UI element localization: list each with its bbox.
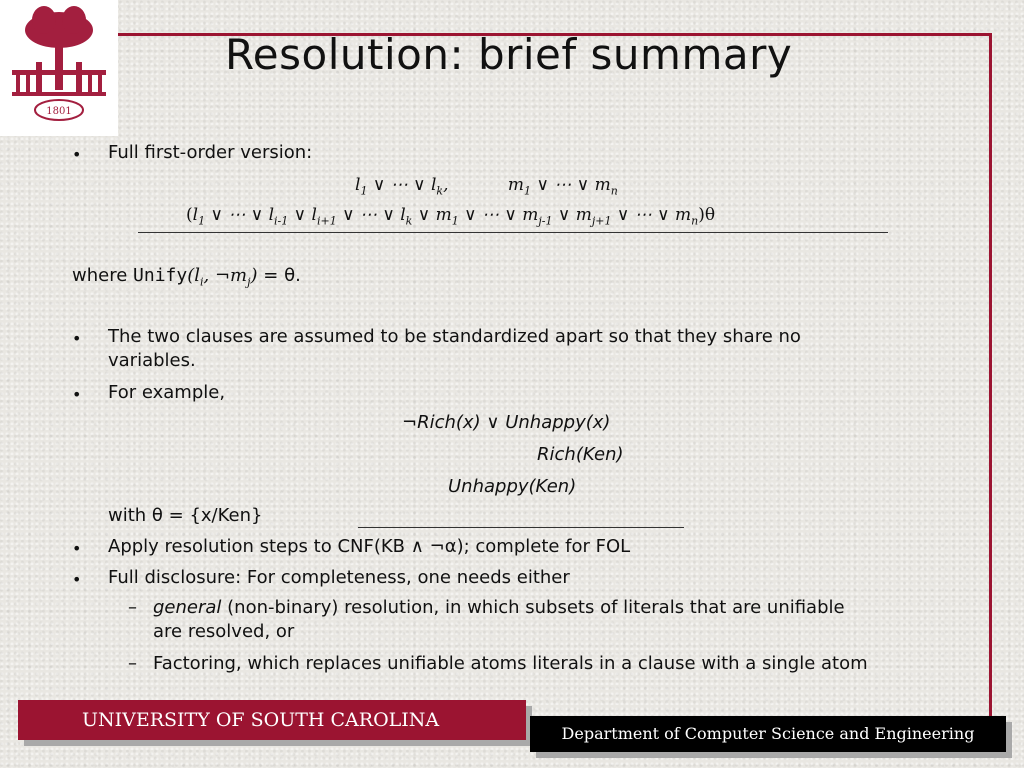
- footer-university: UNIVERSITY OF SOUTH CAROLINA: [18, 700, 526, 740]
- bullet-full-disclosure: Full disclosure: For completeness, one needs either: [108, 567, 570, 588]
- bullet-full-first-order: Full first-order version:: [108, 142, 313, 163]
- example-substitution: with θ = {x/Ken}: [108, 505, 263, 526]
- svg-text:1801: 1801: [46, 106, 72, 117]
- where-unify: where $Unify(l_i$, $\neg m_j) = \theta$.: [72, 265, 301, 289]
- bullet-standardized-apart-cont: variables.: [108, 350, 196, 371]
- bullet-dot: •: [72, 385, 82, 404]
- sub-bullet-general-resolution: general (non-binary) resolution, in which subsets of literals that are unifiable: [153, 597, 845, 618]
- formula-rule: [138, 232, 888, 233]
- bullet-dot: •: [72, 145, 82, 164]
- bullet-dot: •: [72, 570, 82, 589]
- formula-premises: $l_1$ ∨ ⋯ ∨ $l_k$, $m_1$ ∨ ⋯ ∨ $m_n$: [355, 175, 618, 198]
- logo: [0, 0, 118, 136]
- example-resolvent: Unhappy(Ken): [448, 476, 577, 497]
- bullet-dot: •: [72, 539, 82, 558]
- page-title: Resolution: brief summary: [225, 30, 793, 79]
- bullet-dot: •: [72, 329, 82, 348]
- example-rule: [358, 527, 684, 528]
- bullet-standardized-apart: The two clauses are assumed to be standardized apart so that they share no: [108, 326, 801, 347]
- bullet-apply-resolution: Apply resolution steps to CNF(KB ∧ ¬α); complete for FOL: [108, 536, 631, 557]
- footer-department: Department of Computer Science and Engineering: [530, 716, 1006, 752]
- sub-bullet-dash: –: [128, 653, 137, 674]
- sub-bullet-general-resolution-cont: are resolved, or: [153, 621, 295, 642]
- frame-right: [989, 33, 992, 723]
- example-clause-1: ¬Rich(x) ∨ Unhappy(x): [402, 412, 611, 433]
- sub-bullet-dash: –: [128, 597, 137, 618]
- bullet-for-example: For example,: [108, 382, 226, 403]
- palmetto-logo-icon: [0, 0, 118, 136]
- sub-bullet-factoring: Factoring, which replaces unifiable atoms literals in a clause with a single atom: [153, 653, 868, 674]
- formula-resolvent: ($l_1$ ∨ ⋯ ∨ $l_{i-1}$ ∨ $l_{i+1}$ ∨ ⋯ ∨ $l_k$ ∨ $m_1$ ∨ ⋯ ∨ $m_{j-1}$ ∨ $m_{j+1}$ ∨ ⋯ ∨ $m_n)\theta$: [186, 205, 716, 228]
- example-clause-2: Rich(Ken): [537, 444, 624, 465]
